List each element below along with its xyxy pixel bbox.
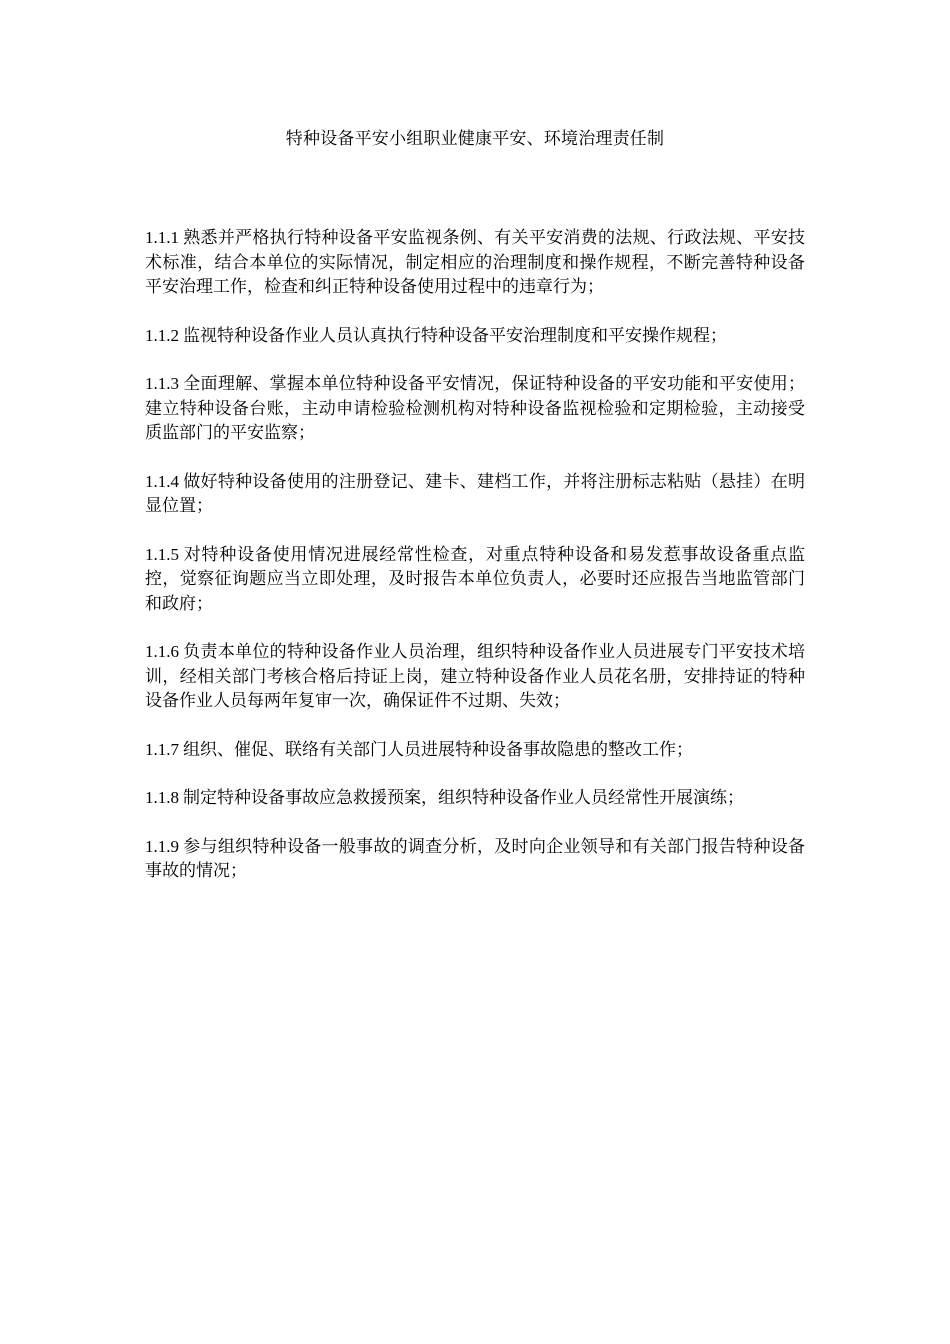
clause-1-1-1	[145, 226, 805, 300]
clause-number: 1.1.2	[145, 325, 179, 345]
clause-number: 1.1.9	[145, 836, 179, 856]
clause-1-1-7	[145, 738, 805, 763]
clause-text: 参与组织特种设备一般事故的调查分析，及时向企业领导和有关部门报告特种设备事故的情况；	[145, 836, 805, 881]
clause-1-1-3	[145, 372, 805, 446]
clause-text: 制定特种设备事故应急救援预案，组织特种设备作业人员经常性开展演练；	[183, 788, 744, 808]
clause-number: 1.1.5	[145, 544, 179, 564]
clause-text: 熟悉并严格执行特种设备平安监视条例、有关平安消费的法规、行政法规、平安技术标准，结合本单位的实际情况，制定相应的治理制度和操作规程，不断完善特种设备平安治理工作，检查和纠正特种设备使用过程中的违章行为；	[145, 228, 805, 297]
clause-text: 做好特种设备使用的注册登记、建卡、建档工作，并将注册标志粘贴（悬挂）在明显位置；	[145, 471, 805, 516]
clause-1-1-2	[145, 324, 805, 349]
clause-text: 组织、催促、联络有关部门人员进展特种设备事故隐患的整改工作；	[183, 739, 693, 760]
clause-1-1-9	[145, 835, 805, 884]
document-body	[145, 226, 805, 908]
clause-number: 1.1.3	[145, 374, 179, 393]
document-title: 特种设备平安小组职业健康平安、环境治理责任制	[285, 129, 665, 149]
clause-1-1-8	[145, 786, 805, 811]
clause-text: 负责本单位的特种设备作业人员治理，组织特种设备作业人员进展专门平安技术培训，经相关部门考核合格后持证上岗，建立特种设备作业人员花名册，安排持证的特种设备作业人员每两年复审一次，确保证件不过期、失效；	[145, 642, 805, 711]
clause-text: 对特种设备使用情况进展经常性检查，对重点特种设备和易发惹事故设备重点监控，觉察征询题应当立即处理，及时报告本单位负责人，必要时还应报告当地监管部门和政府；	[145, 544, 805, 614]
clause-1-1-5	[145, 543, 805, 617]
clause-1-1-6	[145, 640, 805, 714]
clause-text: 全面理解、掌握本单位特种设备平安情况，保证特种设备的平安功能和平安使用；建立特种设备台账，主动申请检验检测机构对特种设备监视检验和定期检验，主动接受质监部门的平安监察；	[145, 374, 805, 443]
clause-number: 1.1.4	[145, 471, 179, 491]
clause-1-1-4	[145, 470, 805, 519]
clause-number: 1.1.7	[145, 739, 179, 759]
clause-text: 监视特种设备作业人员认真执行特种设备平安治理制度和平安操作规程；	[183, 325, 727, 346]
clause-number: 1.1.6	[145, 642, 179, 661]
clause-number: 1.1.8	[145, 788, 179, 807]
clause-number: 1.1.1	[145, 228, 179, 247]
